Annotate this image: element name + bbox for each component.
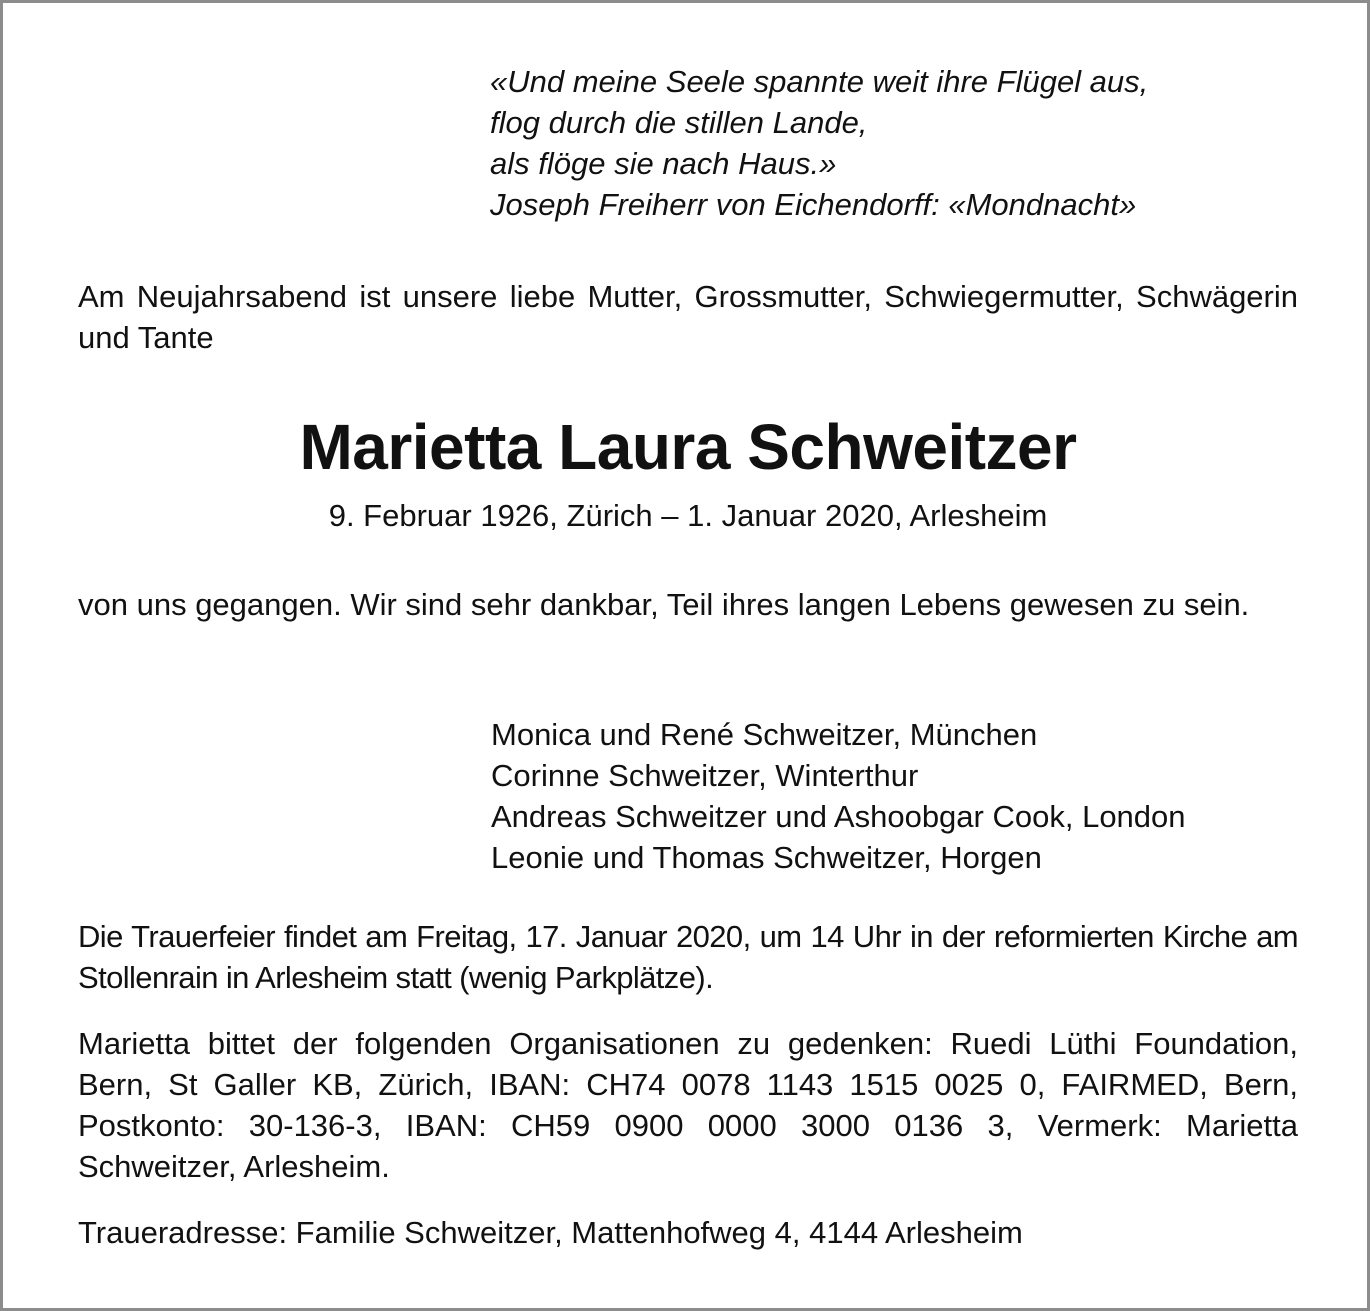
quote-line: als flöge sie nach Haus.» xyxy=(490,146,837,181)
mourner-entry: Andreas Schweitzer und Ashoobgar Cook, London xyxy=(491,799,1186,834)
passed-paragraph: von uns gegangen. Wir sind sehr dankbar, Teil ihres langen Lebens gewesen zu sein. xyxy=(78,587,1250,622)
quote-line: «Und meine Seele spannte weit ihre Flügel aus, xyxy=(490,64,1149,99)
mourner-entry: Leonie und Thomas Schweitzer, Horgen xyxy=(491,840,1042,875)
mourner-entry: Monica und René Schweitzer, München xyxy=(491,717,1038,752)
quote-attribution: Joseph Freiherr von Eichendorff: «Mondnacht» xyxy=(490,187,1137,222)
poem-quote xyxy=(490,61,1148,225)
mourning-address: Traueradresse: Familie Schweitzer, Mattenhofweg 4, 4144 Arlesheim xyxy=(78,1215,1023,1250)
mourner-entry: Corinne Schweitzer, Winterthur xyxy=(491,758,919,793)
life-dates: 9. Februar 1926, Zürich – 1. Januar 2020, Arlesheim xyxy=(328,498,1048,533)
funeral-ceremony-paragraph: Die Trauerfeier findet am Freitag, 17. Januar 2020, um 14 Uhr in der reformierten Kirche am Stollenrain in Arlesheim statt (wenig Parkplätze). xyxy=(78,919,1298,995)
quote-line: flog durch die stillen Lande, xyxy=(490,105,868,140)
mourners-list xyxy=(491,714,1186,878)
donations-paragraph: Marietta bittet der folgenden Organisationen zu gedenken: Ruedi Lüthi Foundation, Bern, St Galler KB, Zürich, IBAN: CH74 0078 1143 1515 0025 0, FAIRMED, Bern, Postkonto: 30-136-3, IBAN: CH59 0900 0000 3000 0136 3, Vermerk: Marietta Schweitzer, Arlesheim. xyxy=(78,1026,1298,1184)
intro-paragraph: Am Neujahrsabend ist unsere liebe Mutter, Grossmutter, Schwiegermutter, Schwägerin und Tante xyxy=(78,279,1298,355)
deceased-name: Marietta Laura Schweitzer xyxy=(299,411,1077,483)
